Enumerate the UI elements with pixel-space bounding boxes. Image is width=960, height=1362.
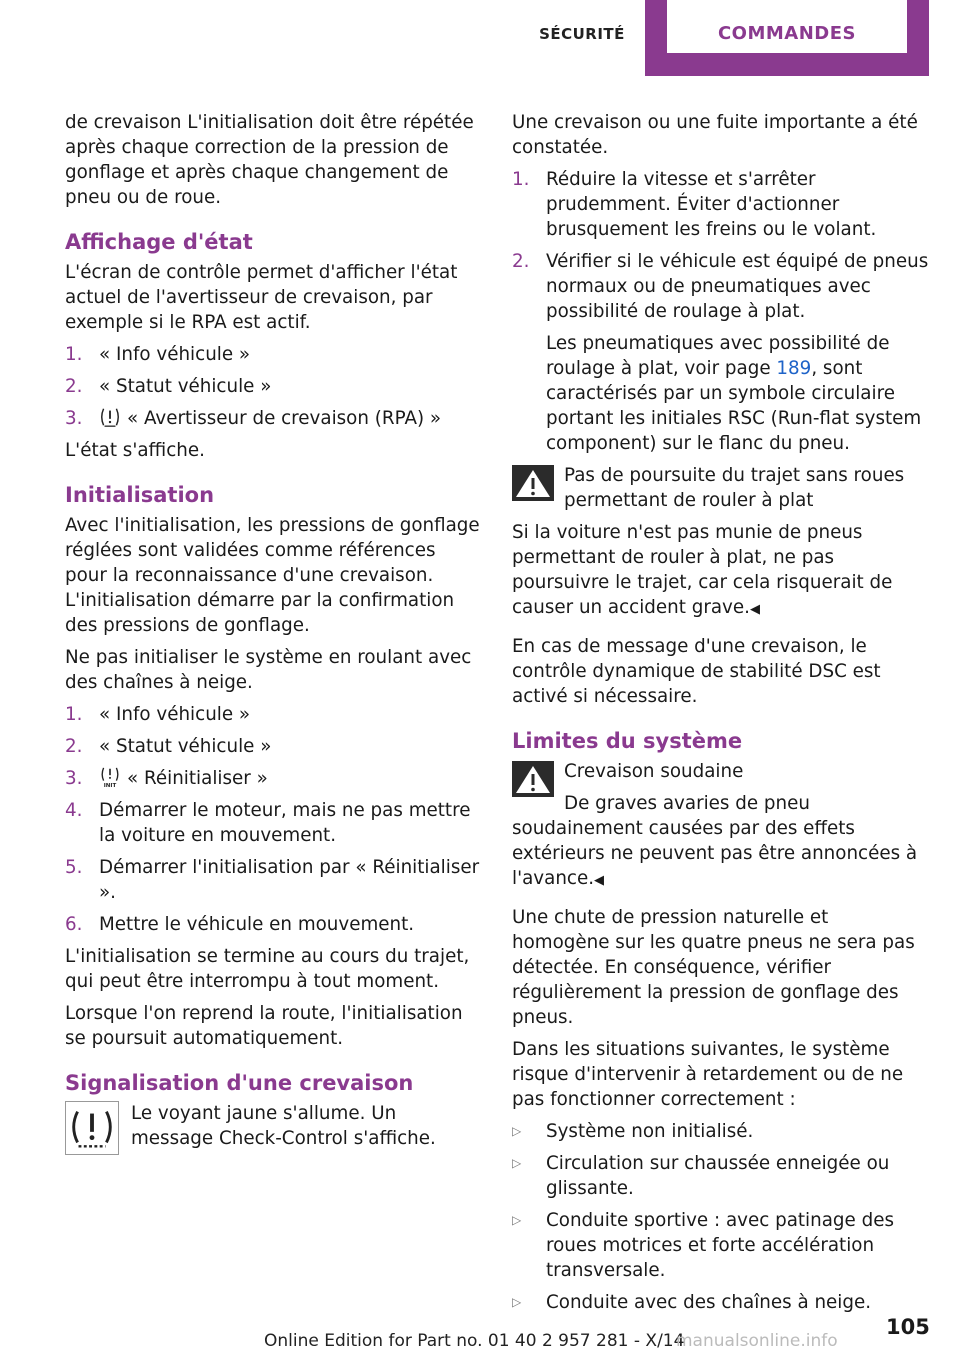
list-item: 3. « Avertisseur de crevaison (RPA) » — [65, 408, 442, 429]
list-item: 2. « Statut véhicule » — [65, 376, 272, 397]
list-item: ▷ Système non initialisé. — [512, 1121, 754, 1142]
heading-initialisation: Initialisation — [65, 483, 215, 507]
page-number: 105 — [886, 1315, 930, 1339]
paragraph: Dans les situations suivantes, le système risque d'intervenir à retardement ou de ne pas fonctionner correctement : — [512, 1039, 904, 1110]
paragraph: Une chute de pression naturelle et homogène sur les quatre pneus ne sera pas détectée. En conséquence, vérifier régulièrement la pression de gonflage des pneus. — [512, 907, 915, 1028]
list-item: ▷ Conduite avec des chaînes à neige. — [512, 1292, 872, 1313]
paragraph: Avec l'initialisation, les pressions de gonflage réglées sont validées comme références pour la reconnaissance d'une crevaison. L'initialisation démarre par la confirmation des pressions de gonflage. — [65, 515, 480, 636]
footer — [0, 1331, 960, 1355]
tab-securite[interactable] — [520, 0, 644, 76]
list-item: 1. « Info véhicule » — [65, 704, 251, 725]
heading-limites: Limites du système — [512, 729, 743, 753]
tab-commandes-label: COMMANDES — [717, 23, 857, 44]
list-item-detail: Les pneumatiques avec possibilité de roulage à plat, voir page 189, sont caractérisés par un symbole circulaire portant les initiales RSC (Run-flat system component) sur le flanc du pneu. — [546, 333, 922, 454]
warning-triangle-icon — [512, 761, 554, 797]
end-marker: ◀ — [594, 873, 605, 888]
paragraph: Le voyant jaune s'allume. Un message Check-Control s'affiche. — [131, 1103, 436, 1149]
list-item: 3. INIT « Réinitialiser » — [65, 768, 268, 789]
paragraph: L'initialisation se termine au cours du trajet, qui peut être interrompu à tout moment. — [65, 946, 470, 992]
steps-list — [512, 167, 930, 456]
tire-pressure-init-icon — [99, 766, 121, 788]
list-item: 5. Démarrer l'initialisation par « Réinitialiser ». — [65, 857, 480, 903]
left-column — [65, 110, 483, 1159]
bullet-list — [512, 1119, 930, 1315]
tab-securite-label: SÉCURITÉ — [539, 25, 625, 43]
list-item: 2. « Statut véhicule » — [65, 736, 272, 757]
steps-list — [65, 342, 483, 431]
warning-body: Si la voiture n'est pas munie de pneus permettant de rouler à plat, ne pas poursuivre le trajet, car cela risquerait de causer un accident grave.◀ — [512, 522, 893, 618]
paragraph: Ne pas initialiser le système en roulant avec des chaînes à neige. — [65, 647, 472, 693]
warning-body: De graves avaries de pneu soudainement causées par des effets extérieurs ne peuvent pas être annoncées à l'avance.◀ — [512, 793, 918, 889]
paragraph: L'écran de contrôle permet d'afficher l'état actuel de l'avertisseur de crevaison, par exemple si le RPA est actif. — [65, 262, 458, 333]
svg-text:INIT: INIT — [103, 783, 117, 788]
right-column — [512, 110, 930, 1322]
list-item: 6. Mettre le véhicule en mouvement. — [65, 914, 415, 935]
paragraph: de crevaison L'initialisation doit être répétée après chaque correction de la pression de gonflage et après chaque changement de pneu ou de roue. — [65, 112, 474, 208]
warning-note — [512, 759, 930, 784]
heading-affichage-etat: Affichage d'état — [65, 230, 253, 254]
list-item: ▷ Circulation sur chaussée enneigée ou glissante. — [512, 1153, 890, 1199]
paragraph: L'état s'affiche. — [65, 440, 205, 461]
list-item: 1. Réduire la vitesse et s'arrêter prudemment. Éviter d'actionner brusquement les freins ou le volant. — [512, 169, 877, 240]
footer-edition: Online Edition for Part no. 01 40 2 957 281 - X/14 — [264, 1331, 685, 1351]
paragraph: Lorsque l'on reprend la route, l'initialisation se poursuit automatiquement. — [65, 1003, 463, 1049]
paragraph: Une crevaison ou une fuite importante a été constatée. — [512, 112, 918, 158]
warning-note — [512, 463, 930, 513]
warning-triangle-icon — [512, 465, 554, 501]
warning-light-note — [65, 1101, 483, 1159]
tire-pressure-warning-icon — [99, 406, 121, 428]
warning-title: Pas de poursuite du trajet sans roues permettant de rouler à plat — [564, 465, 905, 511]
footer-watermark: manualsonline.info — [676, 1331, 838, 1351]
heading-signalisation: Signalisation d'une crevaison — [65, 1071, 414, 1095]
list-item: 4. Démarrer le moteur, mais ne pas mettre la voiture en mouvement. — [65, 800, 471, 846]
list-item: 1. « Info véhicule » — [65, 344, 251, 365]
paragraph: En cas de message d'une crevaison, le contrôle dynamique de stabilité DSC est activé si nécessaire. — [512, 636, 881, 707]
tab-commandes[interactable] — [645, 0, 929, 76]
list-item: ▷ Conduite sportive : avec patinage des roues motrices et forte accélération transversale. — [512, 1210, 894, 1281]
list-item: 2. Vérifier si le véhicule est équipé de pneus normaux ou de pneumatiques avec possibilité de roulage à plat. Les pneumatiques avec possibilité de roulage à plat, voir page 189, sont caractérisés par un symbole circulaire portant les initiales RSC (Run-flat system component) sur le flanc du pneu. — [512, 251, 929, 454]
warning-title: Crevaison soudaine — [564, 761, 744, 782]
steps-list — [65, 702, 483, 937]
end-marker: ◀ — [749, 602, 760, 617]
page-link[interactable]: 189 — [776, 358, 812, 379]
tire-pressure-warning-icon — [65, 1101, 119, 1155]
